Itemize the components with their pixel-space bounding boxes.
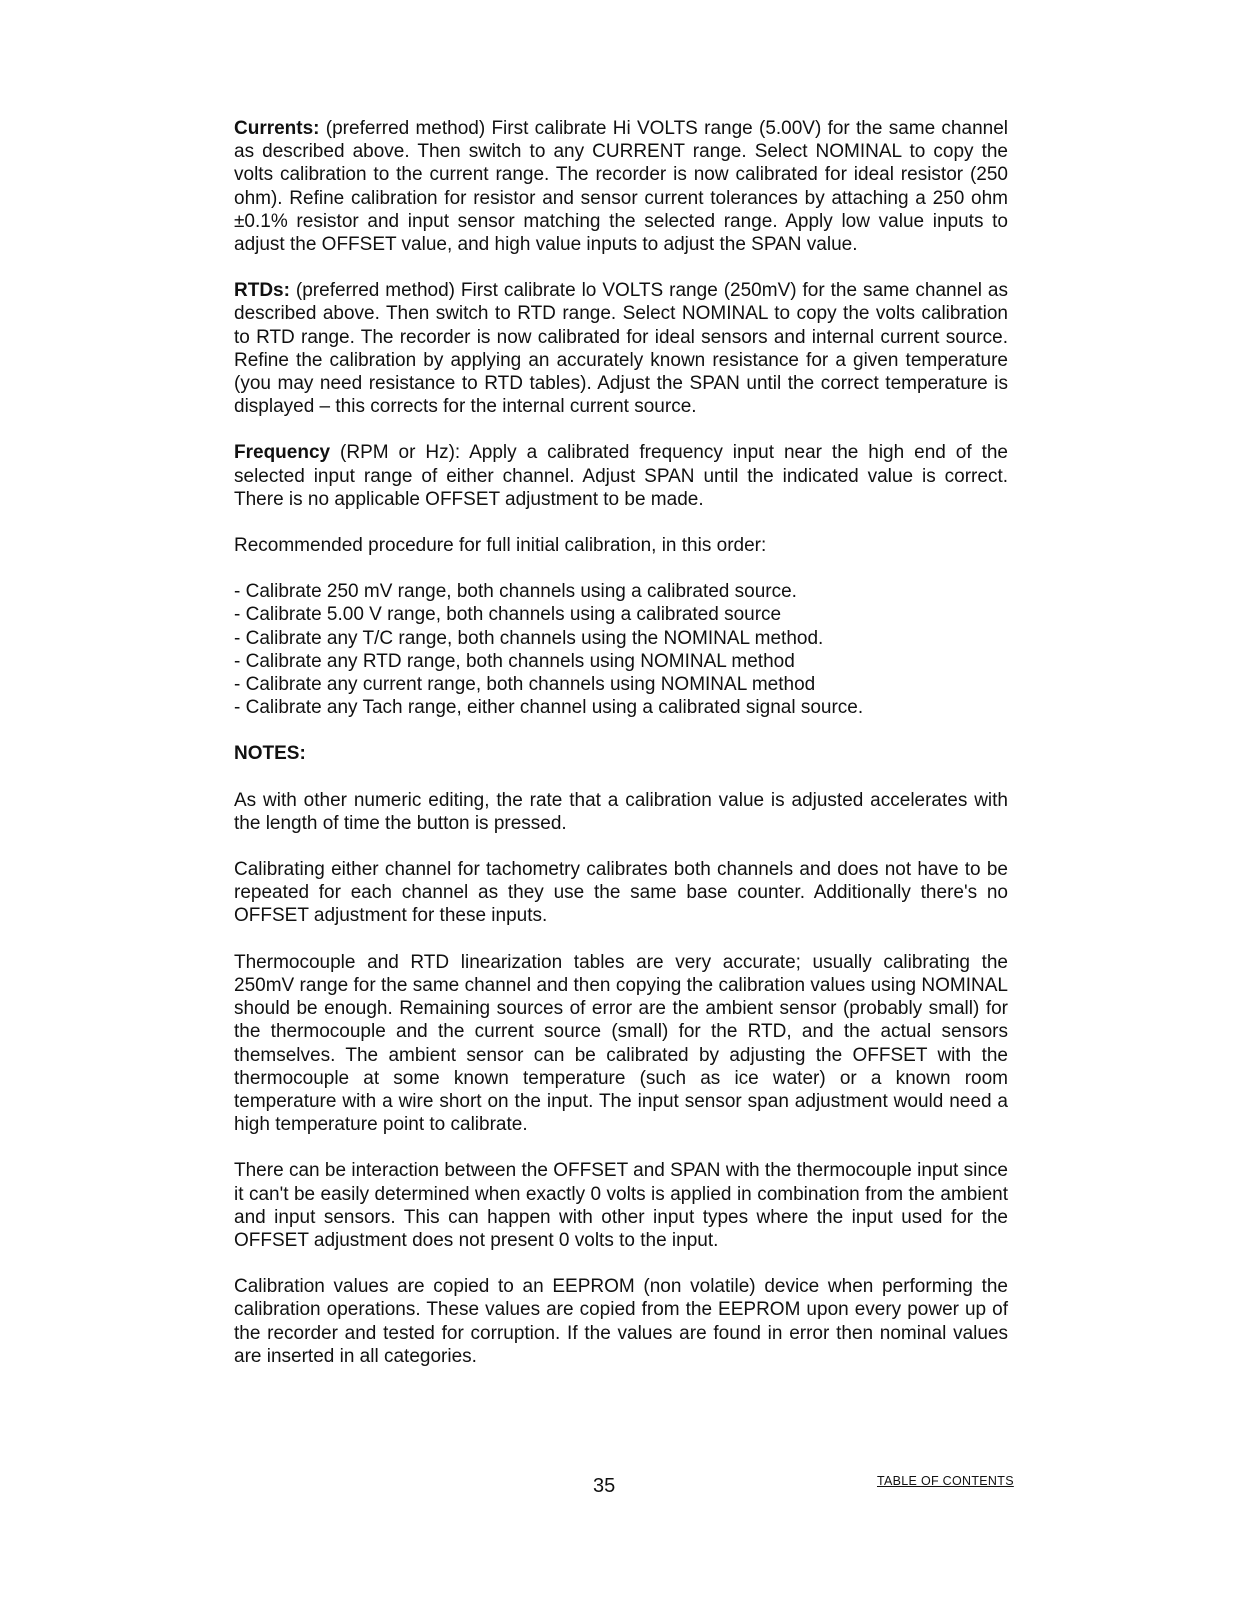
frequency-body: (RPM or Hz): Apply a calibrated frequency input near the high end of the selected input range of either channel. Adjust SPAN until the indicated value is correct. There is no applicable OFFSET adjustment to be made. [234, 442, 1008, 510]
notes-heading: NOTES: [234, 743, 306, 765]
list-item: - Calibrate 250 mV range, both channels using a calibrated source. [234, 581, 797, 603]
procedure-intro: Recommended procedure for full initial calibration, in this order: [234, 535, 767, 557]
list-item: - Calibrate 5.00 V range, both channels using a calibrated source [234, 604, 782, 626]
notes-paragraph: Calibrating either channel for tachometry calibrates both channels and does not have to be repeated for each channel as they use the same base counter. Additionally there's no OFFSET adjustment for these inputs. [234, 859, 1008, 927]
list-item: - Calibrate any Tach range, either channel using a calibrated signal source. [234, 697, 864, 719]
list-item: - Calibrate any T/C range, both channels using the NOMINAL method. [234, 627, 824, 649]
currents-paragraph [234, 117, 1008, 256]
currents-heading: Currents: [234, 118, 320, 139]
frequency-paragraph [234, 441, 1008, 511]
notes-paragraph: As with other numeric editing, the rate that a calibration value is adjusted accelerates with the length of time the button is pressed. [234, 789, 1008, 834]
page-content [234, 117, 1008, 1368]
rtds-body: (preferred method) First calibrate lo VOLTS range (250mV) for the same channel as described above. Then switch to RTD range. Select NOMINAL to copy the volts calibration to RTD range. The recorder is now calibrated for ideal sensors and internal current source. Refine the calibration by applying an accurately known resistance for a given temperature (you may need resistance to RTD tables). Adjust the SPAN until the correct temperature is displayed – this corrects for the internal current source. [234, 280, 1008, 418]
table-of-contents-link[interactable]: TABLE OF CONTENTS [877, 1474, 1014, 1488]
rtds-paragraph [234, 279, 1008, 418]
procedure-steps-list [234, 580, 1008, 719]
currents-body: (preferred method) First calibrate Hi VOLTS range (5.00V) for the same channel as described above. Then switch to any CURRENT range. Select NOMINAL to copy the volts calibration to the current range. The recorder is now calibrated for ideal resistor (250 ohm). Refine calibration for resistor and sensor current tolerances by attaching a 250 ohm ±0.1% resistor and input sensor matching the selected range. Apply low value inputs to adjust the OFFSET value, and high value inputs to adjust the SPAN value. [234, 118, 1008, 256]
page-number: 35 [593, 1475, 616, 1497]
notes-paragraph: Calibration values are copied to an EEPROM (non volatile) device when performing the calibration operations. These values are copied from the EEPROM upon every power up of the recorder and tested for corruption. If the values are found in error then nominal values are inserted in all categories. [234, 1276, 1008, 1367]
notes-paragraph: Thermocouple and RTD linearization tables are very accurate; usually calibrating the 250mV range for the same channel and then copying the calibration values using NOMINAL should be enough. Remaining sources of error are the ambient sensor (probably small) for the thermocouple and the current source (small) for the RTD, and the actual sensors themselves. The ambient sensor can be calibrated by adjusting the OFFSET with the thermocouple at some known temperature (such as ice water) or a known room temperature with a wire short on the input. The input sensor span adjustment would need a high temperature point to calibrate. [234, 951, 1008, 1136]
rtds-heading: RTDs: [234, 280, 290, 302]
list-item: - Calibrate any RTD range, both channels using NOMINAL method [234, 650, 795, 672]
notes-paragraph: There can be interaction between the OFFSET and SPAN with the thermocouple input since it can't be easily determined when exactly 0 volts is applied in combination from the ambient and input sensors. This can happen with other input types where the input used for the OFFSET adjustment does not present 0 volts to the input. [234, 1160, 1008, 1251]
frequency-heading: Frequency [234, 442, 331, 464]
list-item: - Calibrate any current range, both channels using NOMINAL method [234, 674, 816, 696]
